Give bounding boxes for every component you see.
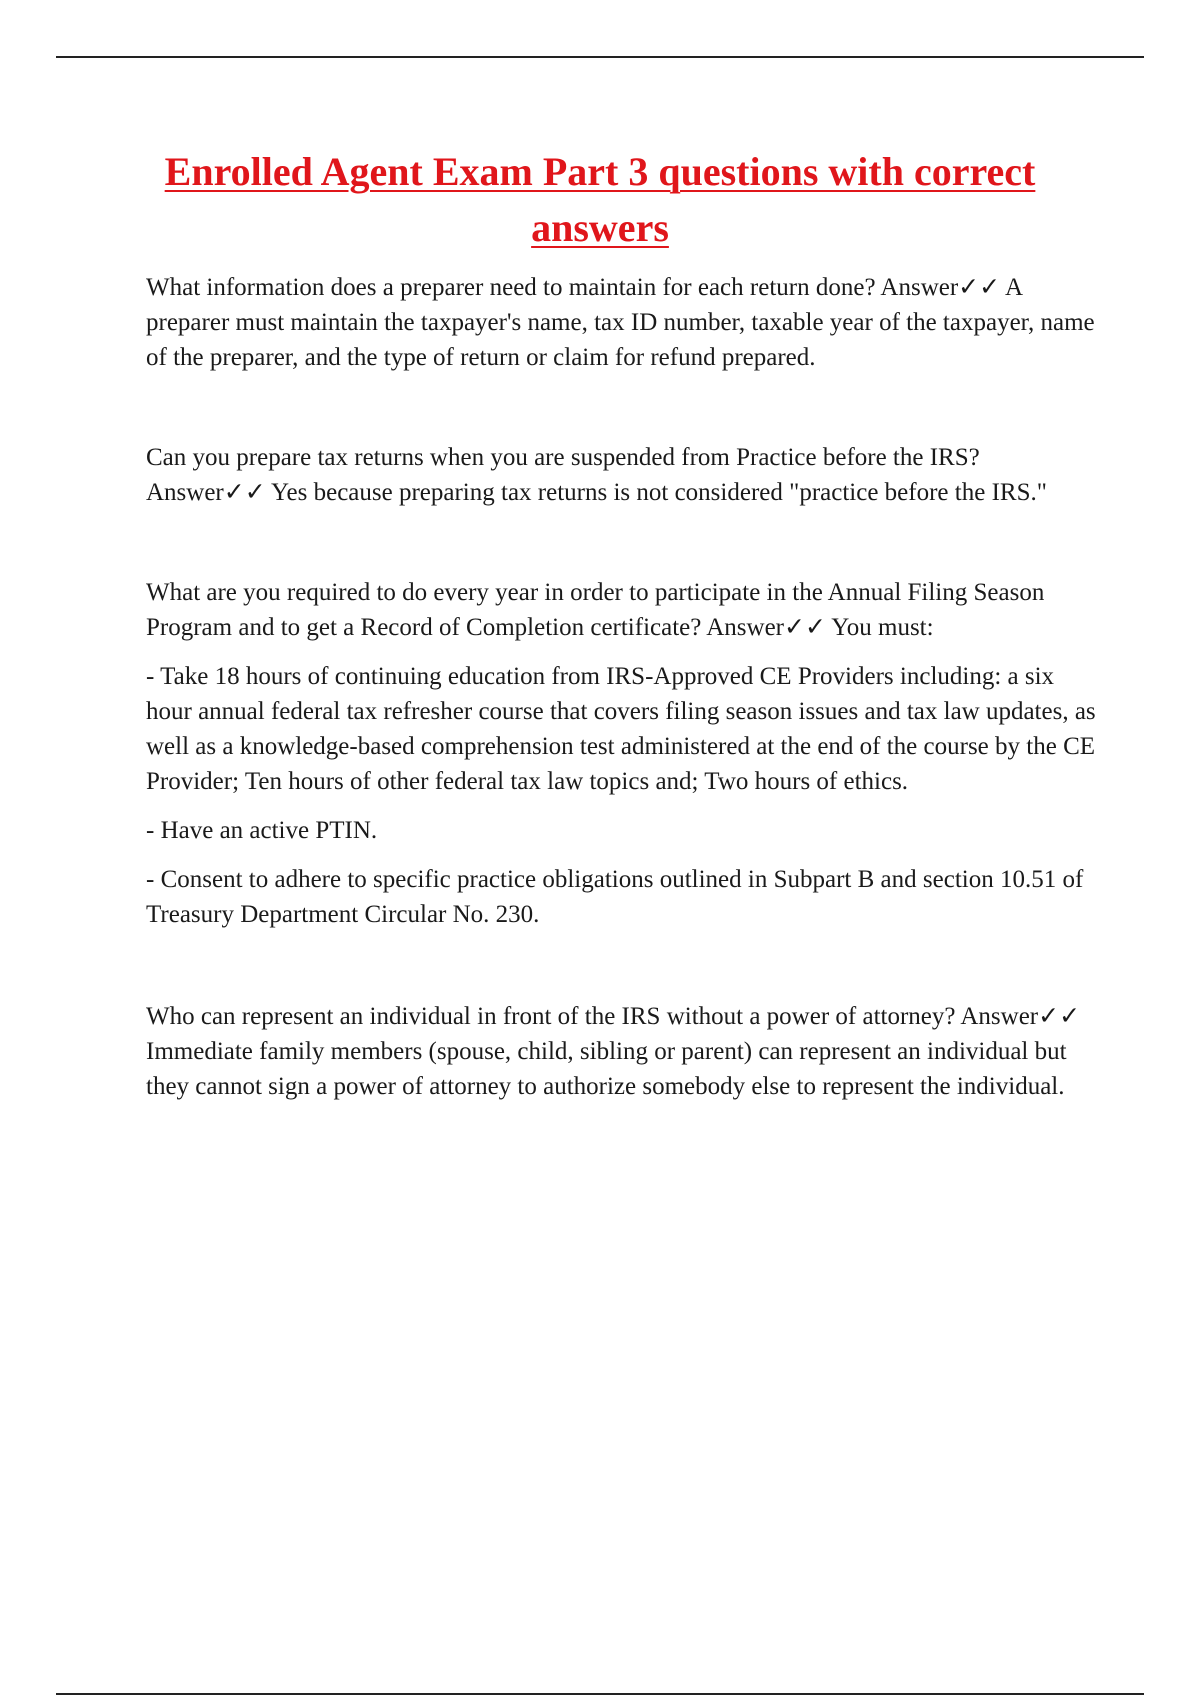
- qa-block-3-intro: [146, 575, 1096, 645]
- qa-block-2: [146, 440, 1096, 510]
- qa-block-3: [146, 575, 1096, 932]
- bottom-rule: [56, 1693, 1144, 1695]
- question-text: What are you required to do every year in order to participate in the Annual Filing Season Program and to get a Record of Completion certificate?: [146, 579, 1045, 641]
- page-title: Enrolled Agent Exam Part 3 questions with correct answers: [164, 149, 1036, 250]
- top-rule: [56, 56, 1144, 58]
- answer-text: Answer✓✓ Yes because preparing tax returns is not considered "practice before the IRS.": [146, 479, 1047, 506]
- question-text: What information does a preparer need to maintain for each return done?: [146, 274, 876, 301]
- list-item: - Have an active PTIN.: [146, 817, 378, 844]
- document-body: [146, 270, 1096, 1104]
- qa-block-4: [146, 999, 1096, 1104]
- question-text: Can you prepare tax returns when you are suspended from Practice before the IRS?: [146, 444, 980, 471]
- qa-block-1: [146, 270, 1096, 375]
- answer-text: Answer✓✓ A preparer must maintain the taxpayer's name, tax ID number, taxable year of the taxpayer, name of the preparer, and the type of return or claim for refund prepared.: [146, 274, 1095, 371]
- answer-text: Answer✓✓ You must:: [706, 614, 934, 641]
- list-item: - Take 18 hours of continuing education from IRS-Approved CE Providers including: a six hour annual federal tax refresher course that covers filing season issues and tax law updates, as well as a knowledge-based comprehension test administered at the end of the course by the CE Provider; Ten hours of other federal tax law topics and; Two hours of ethics.: [146, 663, 1096, 795]
- question-text: Who can represent an individual in front of the IRS without a power of attorney?: [146, 1003, 956, 1030]
- answer-text: Answer✓✓ Immediate family members (spouse, child, sibling or parent) can represent an individual but they cannot sign a power of attorney to authorize somebody else to represent the individual.: [146, 1003, 1081, 1100]
- list-item: - Consent to adhere to specific practice obligations outlined in Subpart B and section 10.51 of Treasury Department Circular No. 230.: [146, 866, 1084, 928]
